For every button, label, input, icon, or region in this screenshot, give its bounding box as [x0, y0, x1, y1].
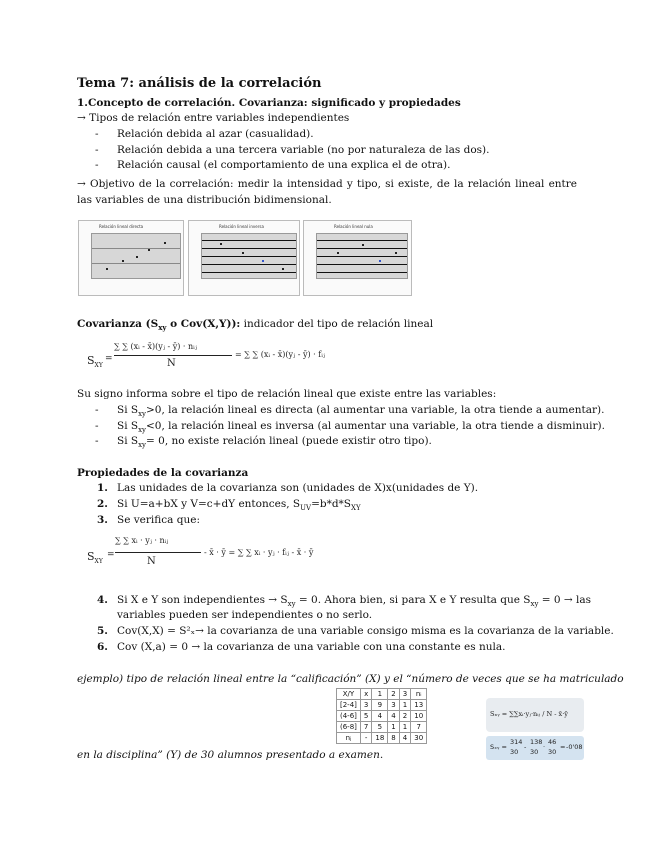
property-item: Se verifica que: — [117, 514, 200, 526]
section-heading: 1.Concepto de correlación. Covarianza: significado y propiedades — [77, 97, 461, 109]
example-text-continued: en la disciplina” (Y) de 30 alumnos presentado a examen. — [77, 749, 384, 761]
figure-title: Relación lineal nula — [334, 224, 373, 229]
bullet-dash: - — [95, 128, 99, 140]
property-item: Si U=a+bX y V=c+dY entonces, $S_{UV}=b*d*S_{XY}$ — [117, 498, 361, 513]
list-number: 4. — [97, 594, 108, 606]
property-item: Cov (X,a) = 0 → la covarianza de una variable con una constante es nula. — [117, 641, 506, 653]
figure-title: Relación lineal directa — [99, 224, 144, 229]
sign-intro: Su signo informa sobre el tipo de relación lineal que existe entre las variables: — [77, 388, 497, 400]
figure-inverse — [188, 220, 300, 296]
sign-item: Si $S_{xy}>0$, la relación lineal es directa (al aumentar una variable, la otra tiende a aumentar). — [117, 404, 605, 419]
table-row: (6-8] 7 5 1 1 7 — [337, 722, 427, 733]
objective-paragraph: → Objetivo de la correlación: medir la intensidad y tipo, si existe, de la relación lineal entre las variables de una distribución bidimensional. — [77, 178, 577, 206]
table-row: X/Y x 1 2 3 nᵢ — [337, 689, 427, 700]
table-row: (4-6] 5 4 4 2 10 — [337, 711, 427, 722]
bullet-dash: - — [95, 435, 99, 447]
bullet-dash: - — [95, 159, 99, 171]
scatter-plot — [201, 233, 297, 279]
property-item: Cov(X,X) = S²ₓ→ la covarianza de una variable consigo misma es la covarianza de la variable. — [117, 625, 614, 637]
page-title: Tema 7: análisis de la correlación — [77, 76, 322, 91]
list-number: 1. — [97, 482, 108, 494]
list-number: 3. — [97, 514, 108, 526]
example-text: ejemplo) tipo de relación lineal entre la “calificación” (X) y el “número de veces que se ha matriculado — [77, 673, 624, 685]
type-item: Relación debida al azar (casualidad). — [117, 128, 314, 140]
property-item-continued: variables pueden ser independientes o no serlo. — [117, 609, 373, 621]
scatter-plot — [316, 233, 408, 279]
properties-heading: Propiedades de la covarianza — [77, 467, 249, 479]
property-item: Las unidades de la covarianza son (unidades de X)x(unidades de Y). — [117, 482, 479, 494]
bullet-dash: - — [95, 420, 99, 432]
figure-null — [303, 220, 412, 296]
scatter-plot — [91, 233, 181, 279]
sign-item: Si $S_{xy}<0$, la relación lineal es inversa (al aumentar una variable, la otra tiende a disminuir). — [117, 420, 605, 435]
bullet-dash: - — [95, 144, 99, 156]
list-number: 5. — [97, 625, 108, 637]
table-row: nⱼ - 18 8 4 30 — [337, 733, 427, 744]
side-formula: Sₓᵧ = ∑∑xᵢ·yⱼ·nᵢⱼ / N - x̄·ȳ — [490, 710, 568, 718]
type-item: Relación debida a una tercera variable (no por naturaleza de las dos). — [117, 144, 490, 156]
sign-item: Si $S_{xy}= 0$, no existe relación lineal (puede existir otro tipo). — [117, 435, 432, 450]
table-row: [2-4] 3 9 3 1 13 — [337, 700, 427, 711]
bullet-dash: - — [95, 404, 99, 416]
covariance-heading: Covarianza ($S_{xy}$ o Cov(X,Y)): indicador del tipo de relación lineal — [77, 318, 434, 333]
type-item: Relación causal (el comportamiento de una explica el de otra). — [117, 159, 451, 171]
figure-direct — [78, 220, 184, 296]
list-number: 6. — [97, 641, 108, 653]
list-number: 2. — [97, 498, 108, 510]
covariance-formula-2: $S_{XY}$ = ∑ ∑ xᵢ · yⱼ · nᵢⱼ N - x̄ · ȳ = ∑ ∑ xᵢ · yⱼ · fᵢⱼ - x̄ · ȳ — [87, 536, 314, 567]
property-item: Si X e Y son independientes → $S_{xy} = 0$. Ahora bien, si para X e Y resulta que $S_{xy} = 0$ → las — [117, 594, 592, 609]
types-intro: → Tipos de relación entre variables independientes — [77, 112, 350, 124]
covariance-formula: $S_{XY}$ = ∑ ∑ (xᵢ - x̄)(yⱼ - ȳ) · nᵢⱼ N = ∑ ∑ (xᵢ - x̄)(yⱼ - ȳ) · fᵢⱼ — [87, 342, 325, 370]
figure-title: Relación lineal inversa — [219, 224, 264, 229]
frequency-table — [336, 688, 427, 744]
